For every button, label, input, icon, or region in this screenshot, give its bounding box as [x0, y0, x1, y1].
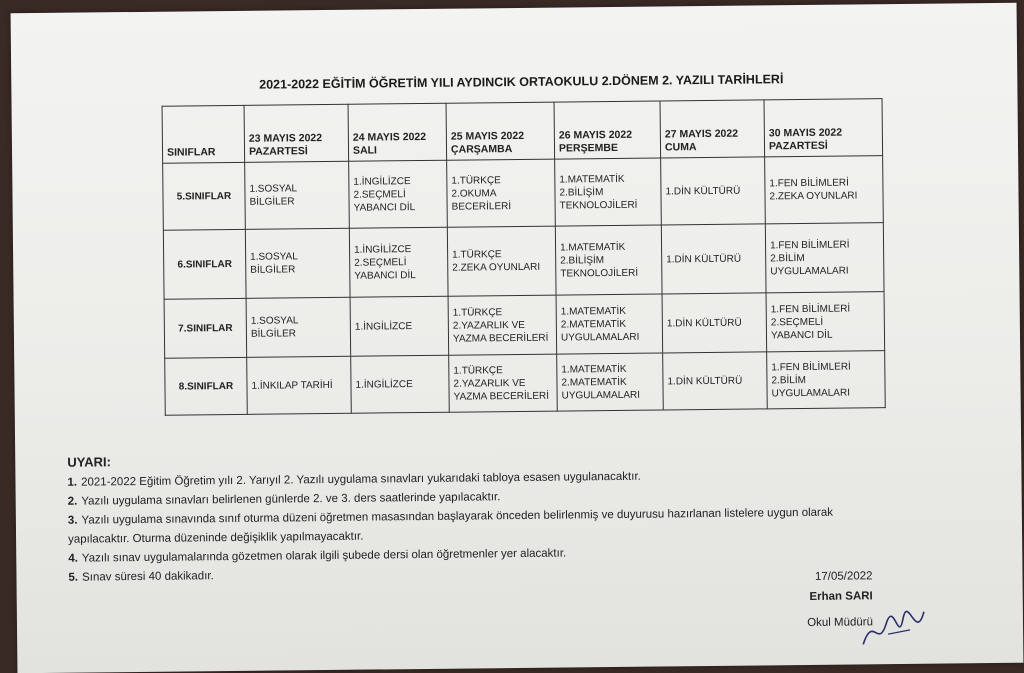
exam-subject-line: 2.SEÇMELİ	[770, 316, 824, 328]
exam-subject-line: 2.BİLİŞİM	[560, 254, 605, 267]
signature-date: 17/05/2022	[814, 570, 873, 583]
warning-text: 2021-2022 Eğitim Öğretim yılı 2. Yarıyıl 2. Yazılı uygulama sınavları yukarıdaki tabloya esasen uygulanacaktır.	[81, 470, 641, 489]
exam-subject-line: 1.MATEMATİK	[559, 173, 625, 186]
exam-subject-line: 2.SEÇMELİ	[353, 188, 406, 201]
warning-number: 2.	[67, 495, 78, 508]
exam-subject-line: 2.ZEKA OYUNLARI	[452, 261, 541, 274]
class-label: 8.SINIFLAR	[165, 357, 248, 415]
exam-cell	[448, 295, 557, 355]
header-date: 23 MAYIS 2022	[248, 132, 323, 145]
exam-cell	[555, 225, 662, 295]
exam-subject-line: 1.FEN BİLİMLERİ	[770, 303, 851, 315]
document-paper	[11, 3, 1024, 673]
exam-subject-line: 1.İNGİLİZCE	[355, 378, 413, 391]
exam-subject-line: 1.SOSYAL	[250, 315, 299, 327]
exam-subject-line: 1.TÜRKÇE	[451, 174, 501, 187]
header-date: 25 MAYIS 2022	[450, 129, 525, 143]
exam-subject-line: YABANCI DİL	[354, 269, 416, 282]
exam-subject-line: 1.DİN KÜLTÜRÜ	[666, 317, 742, 329]
warning-text: Yazılı uygulama sınavları belirlenen günlerde 2. ve 3. ders saatlerinde yapılacaktır.	[81, 491, 501, 508]
header-date: 24 MAYIS 2022	[352, 130, 427, 144]
exam-subject-line: 1.MATEMATİK	[560, 305, 626, 318]
exam-subject-line: 2.ZEKA OYUNLARI	[769, 190, 858, 203]
exam-subject-line: YAZMA BECERİLERİ	[452, 332, 549, 345]
exam-subject-line: 1.SOSYAL	[250, 251, 298, 263]
exam-cell	[765, 156, 884, 224]
signature-name: Erhan SARI	[809, 590, 873, 603]
exam-cell	[447, 226, 556, 296]
exam-subject-line: 1.İNGİLİZCE	[353, 175, 411, 188]
exam-subject-line: 2.BİLİM	[771, 374, 806, 386]
exam-schedule-table	[162, 98, 886, 416]
exam-cell	[245, 228, 350, 298]
exam-subject-line: 2.OKUMA	[451, 187, 497, 200]
exam-subject-line: YAZMA BECERİLERİ	[453, 390, 550, 403]
exam-subject-line: BİLGİLER	[250, 328, 297, 340]
exam-cell	[351, 355, 450, 413]
exam-subject-line: 2.MATEMATİK	[561, 376, 627, 389]
exam-subject-line: 1.DİN KÜLTÜRÜ	[667, 375, 743, 387]
header-weekday: PERŞEMBE	[558, 141, 619, 155]
exam-subject-line: YABANCI DİL	[770, 329, 833, 341]
warning-text: Yazılı uygulama sınavında sınıf oturma düzeni öğretmen masasından başlayarak önceden belirlenmiş ve duyurusu hazırlanan listelere uygun olarak	[81, 506, 834, 527]
table-header-row	[162, 99, 883, 164]
exam-subject-line: 2.BİLİM	[770, 252, 805, 264]
exam-cell	[765, 223, 884, 293]
exam-subject-line: 1.İNGİLİZCE	[354, 320, 413, 333]
table-row	[163, 223, 884, 300]
warning-text: Yazılı sınav uygulamalarında gözetmen olarak ilgili şubede dersi olan öğretmenler yer alacaktır.	[81, 547, 567, 565]
exam-subject-line: 1.İNGİLİZCE	[354, 243, 412, 256]
exam-subject-line: UYGULAMALARI	[560, 331, 640, 344]
exam-subject-line: 2.BİLİŞİM	[559, 186, 604, 199]
exam-subject-line: BİLGİLER	[250, 264, 296, 276]
exam-cell	[766, 292, 885, 352]
header-day	[764, 99, 883, 157]
warning-number: 3.	[67, 514, 78, 527]
header-day	[348, 103, 447, 161]
class-label: 6.SINIFLAR	[163, 229, 246, 299]
exam-cell	[449, 354, 558, 412]
table-row	[164, 292, 885, 359]
exam-cell	[662, 293, 767, 353]
header-weekday: PAZARTESİ	[248, 145, 308, 158]
warning-text: Sınav süresi 40 dakikadır.	[82, 570, 214, 584]
header-day	[554, 101, 661, 159]
exam-cell	[555, 158, 662, 226]
exam-subject-line: 1.TÜRKÇE	[452, 249, 502, 261]
warning-number: 5.	[68, 571, 79, 584]
exam-cell	[663, 352, 768, 410]
exam-subject-line: BİLGİLER	[249, 196, 295, 208]
exam-subject-line: 1.MATEMATİK	[561, 363, 627, 376]
exam-subject-line: 2.SEÇMELİ	[354, 256, 407, 269]
table-row	[165, 351, 886, 416]
exam-subject-line: TEKNOLOJİLERİ	[560, 267, 639, 280]
exam-cell	[661, 157, 766, 225]
header-date: 27 MAYIS 2022	[664, 127, 739, 141]
exam-cell	[556, 294, 663, 354]
exam-subject-line: YABANCI DİL	[353, 201, 416, 214]
signature-role: Okul Müdürü	[807, 616, 874, 629]
header-day	[244, 104, 349, 162]
exam-subject-line: BECERİLERİ	[451, 200, 512, 213]
exam-subject-line: UYGULAMALARI	[770, 265, 849, 277]
exam-cell	[246, 297, 351, 357]
warning-title: UYARI:	[67, 454, 111, 470]
exam-subject-line: 2.YAZARLIK VE	[452, 319, 525, 332]
exam-cell	[350, 296, 449, 356]
exam-subject-line: 1.FEN BİLİMLERİ	[771, 361, 851, 373]
exam-cell	[349, 160, 448, 228]
exam-subject-line: 1.FEN BİLİMLERİ	[769, 239, 850, 251]
header-weekday: CUMA	[664, 141, 697, 154]
exam-cell	[247, 356, 352, 414]
header-weekday: ÇARŞAMBA	[450, 143, 513, 156]
header-day	[660, 100, 765, 158]
exam-subject-line: 1.FEN BİLİMLERİ	[769, 177, 849, 190]
exam-subject-line: 1.DİN KÜLTÜRÜ	[666, 253, 742, 265]
warning-text: yapılacaktır. Oturma düzeninde değişiklik yapılmayacaktır.	[68, 530, 364, 546]
class-label: 5.SINIFLAR	[163, 162, 246, 230]
exam-subject-line: UYGULAMALARI	[771, 387, 851, 399]
warning-number: 1.	[67, 476, 78, 489]
exam-cell	[661, 224, 766, 294]
header-date: 26 MAYIS 2022	[558, 128, 633, 142]
exam-subject-line: 1.TÜRKÇE	[452, 306, 503, 319]
exam-cell	[557, 353, 664, 411]
exam-subject-line: TEKNOLOJİLERİ	[559, 199, 638, 212]
exam-cell	[447, 159, 556, 227]
exam-cell	[767, 351, 886, 409]
exam-subject-line: 2.MATEMATİK	[560, 318, 627, 331]
table-row	[163, 156, 884, 231]
header-weekday: SALI	[352, 144, 378, 157]
document-title: 2021-2022 EĞİTİM ÖĞRETİM YILI AYDINCIK ORTAOKULU 2.DÖNEM 2. YAZILI TARİHLERİ	[259, 72, 784, 92]
exam-subject-line: 1.SOSYAL	[249, 183, 298, 195]
exam-subject-line: 1.TÜRKÇE	[453, 364, 503, 377]
warning-number: 4.	[68, 552, 78, 565]
header-day	[446, 102, 555, 160]
exam-subject-line: UYGULAMALARI	[561, 389, 641, 402]
header-date: 30 MAYIS 2022	[768, 126, 843, 140]
class-label: 7.SINIFLAR	[164, 298, 247, 358]
header-classes: SINIFLAR	[162, 105, 245, 163]
exam-subject-line: 2.YAZARLIK VE	[453, 377, 526, 390]
exam-subject-line: 1.MATEMATİK	[559, 241, 626, 254]
exam-subject-line: 1.İNKILAP TARİHİ	[251, 379, 333, 392]
signature-block	[712, 566, 873, 634]
header-weekday: PAZARTESİ	[768, 139, 828, 153]
handwritten-signature-icon	[858, 604, 928, 653]
exam-cell	[245, 161, 350, 229]
exam-cell	[349, 227, 448, 297]
exam-subject-line: 1.DİN KÜLTÜRÜ	[665, 185, 741, 197]
